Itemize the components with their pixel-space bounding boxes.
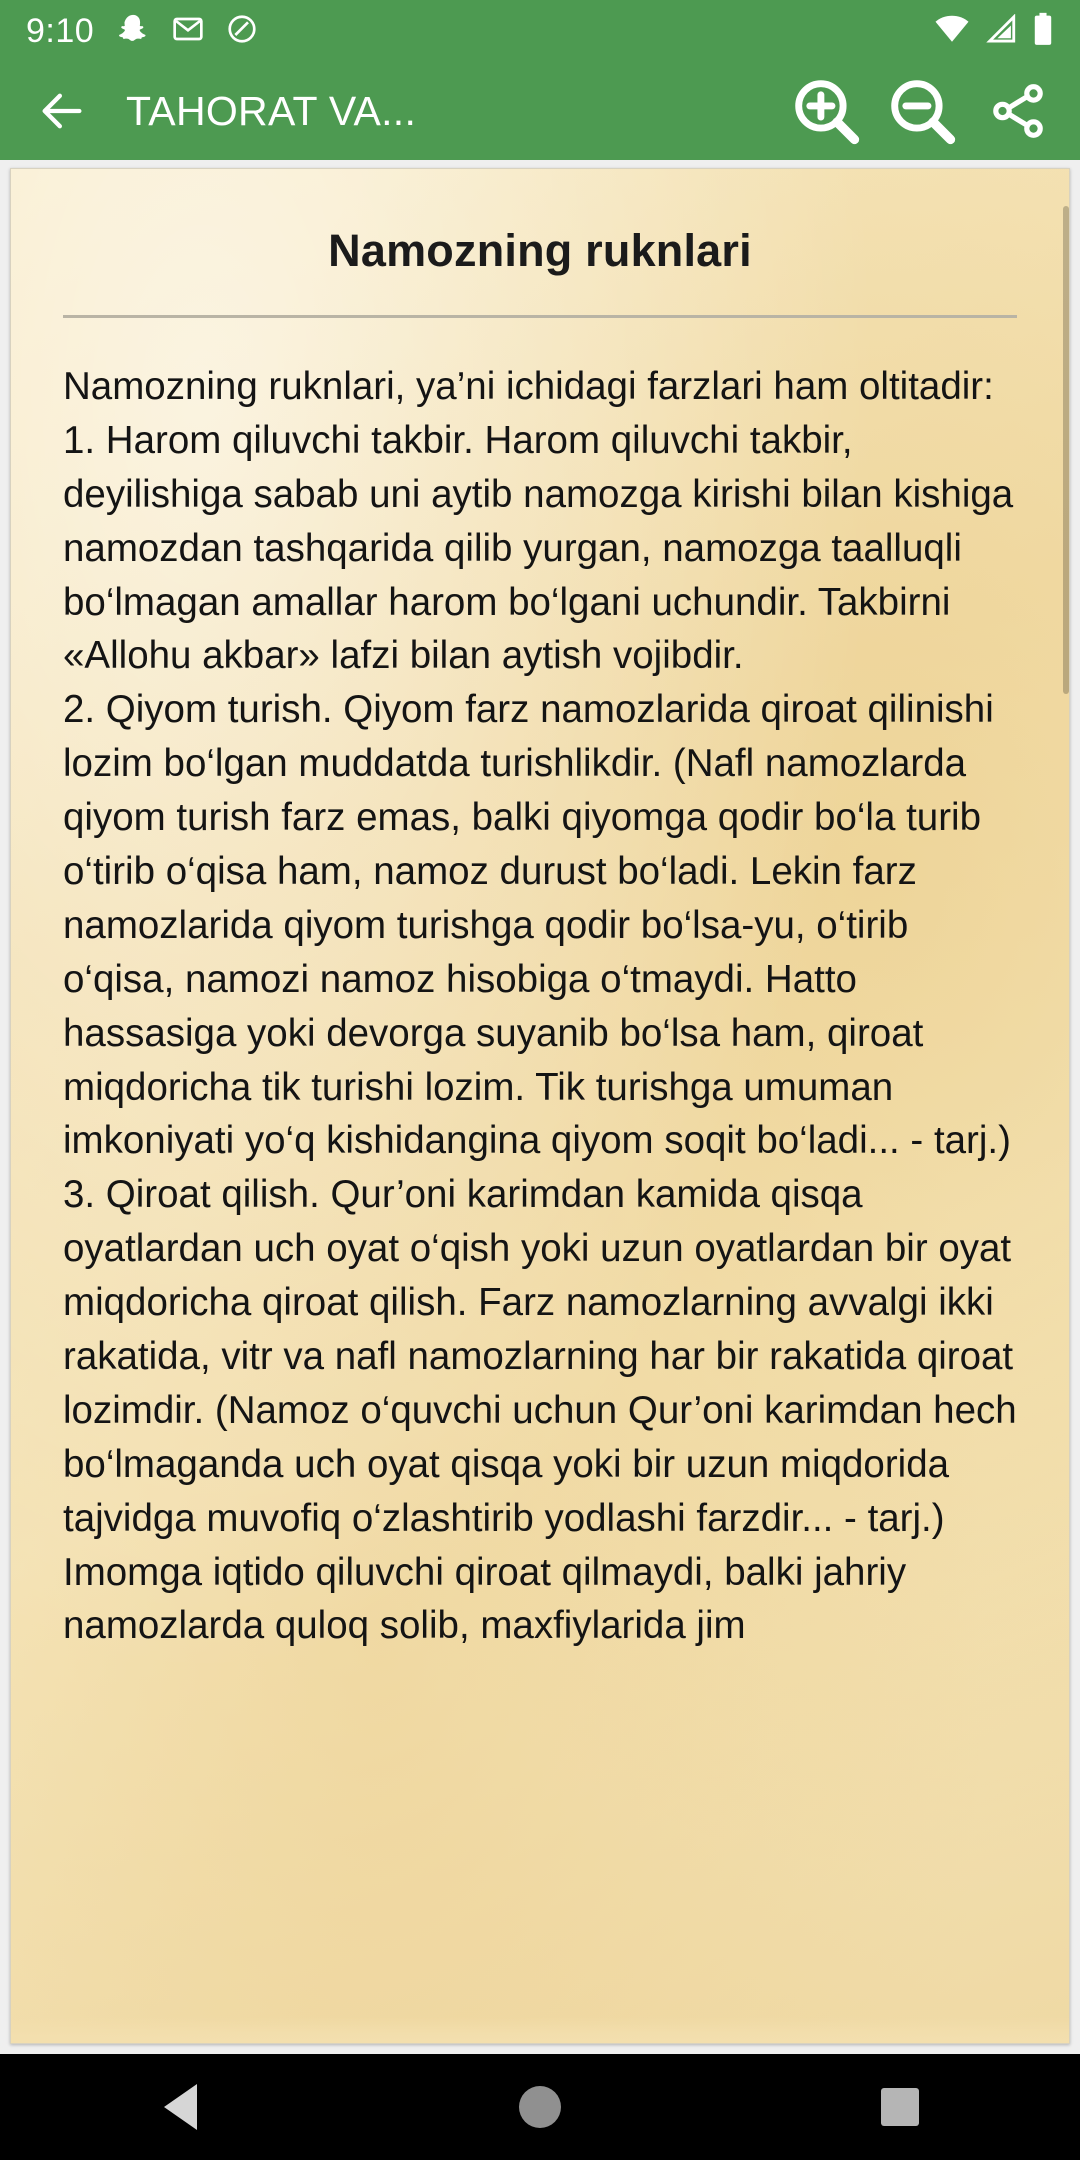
paragraph: 1. Harom qiluvchi takbir. Harom qiluvchi takbir, deyilishiga sabab uni aytib namozga kirishi bilan kishiga namozdan tashqarida qilib yurgan, namozga taalluqli bo‘lmagan amallar harom bo‘lgani uchundir. Takbirni «Allohu akbar» lafzi bilan aytish vojibdir. [63,418,1014,678]
gmail-icon [172,13,204,49]
zoom-out-icon [886,75,958,147]
back-arrow-icon [36,85,88,137]
zoom-in-icon [790,75,862,147]
document-title: Namozning ruknlari [328,225,752,276]
document-scrollbar[interactable] [1063,169,1069,2043]
zoom-out-button[interactable] [874,63,970,159]
scrollbar-thumb[interactable] [1063,206,1069,693]
navigation-bar [0,2054,1080,2160]
nav-home-button[interactable] [465,2054,615,2160]
app-bar [0,62,1080,160]
status-system-icons [934,12,1054,50]
document-card[interactable] [10,168,1070,2044]
content-area [0,160,1080,2054]
paragraph: Imomga iqtido qiluvchi qiroat qilmaydi, balki jahriy namozlarda quloq solib, maxfiylarida jim [63,1550,907,1648]
text-fade-overlay [11,2017,1069,2043]
status-clock: 9:10 [26,11,95,50]
zoom-in-button[interactable] [778,63,874,159]
nav-back-button[interactable] [105,2054,255,2160]
snapchat-icon [116,12,150,50]
paragraph: 2. Qiyom turish. Qiyom farz namozlarida qiroat qilinishi lozim bo‘lgan muddatda turishlikdir. (Nafl namozlarda qiyom turish farz emas, balki qiyomga qodir bo‘la turib o‘tirib o‘qisa ham, namoz durust bo‘ladi. Lekin farz namozlarida qiyom turishga qodir bo‘lsa-yu, o‘tirib o‘qisa, namozi namoz hisobiga o‘tmaydi. Hatto hassasiga yoki devorga suyanib bo‘lsa ham, qiroat miqdoricha tik turishi lozim. Tik turishga umuman imkoniyati yo‘q kishidangina qiyom soqit bo‘ladi... - tarj.) [63,688,1011,1163]
status-notification-icons [116,12,258,50]
signal-icon [984,14,1018,48]
battery-icon [1032,12,1054,50]
back-triangle-icon [164,2084,197,2130]
share-button[interactable] [970,63,1066,159]
status-bar [0,0,1080,62]
nav-recents-button[interactable] [825,2054,975,2160]
page-title: TAHORAT VA... [126,87,417,134]
document-body [63,360,1017,1653]
share-icon [987,80,1049,142]
title-divider [63,315,1017,318]
paragraph: 3. Qiroat qilish. Qur’oni karimdan kamida qisqa oyatlardan uch oyat o‘qish yoki uzun oyatlardan bir oyat miqdoricha qiroat qilish. Farz namozlarning avvalgi ikki rakatida, vitr va nafl namozlarning har bir rakatida qiroat lozimdir. (Namoz o‘quvchi uchun Qur’oni karimdan hech bo‘lmaganda uch oyat qisqa yoki bir uzun miqdorida tajvidga muvofiq o‘zlashtirib yodlashi farzdir... - tarj.) [63,1173,1017,1540]
recents-square-icon [881,2088,919,2126]
wifi-icon [934,14,970,48]
home-circle-icon [519,2086,561,2128]
back-button[interactable] [14,63,110,159]
paragraph: Namozning ruknlari, ya’ni ichidagi farzlari ham oltitadir: [63,365,994,408]
do-not-disturb-icon [226,13,258,49]
